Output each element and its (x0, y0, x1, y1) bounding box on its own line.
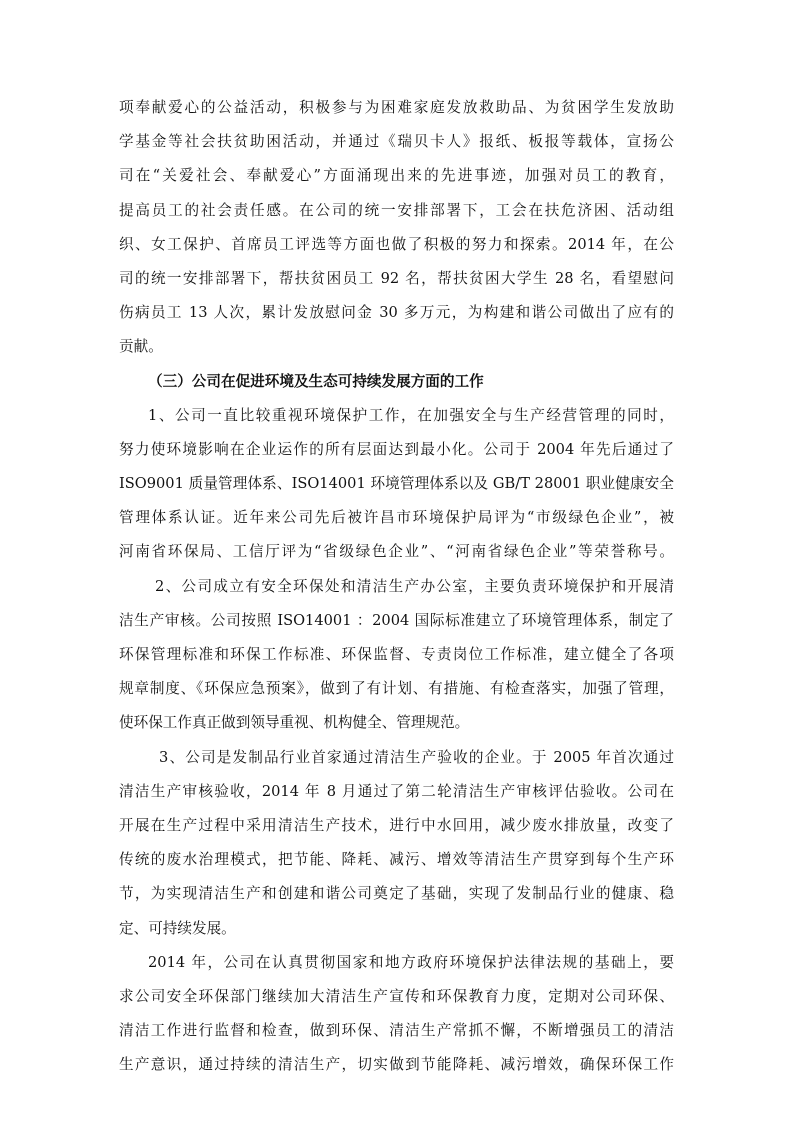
text-line: 求公司安全环保部门继续加大清洁生产宣传和环保教育力度，定期对公司环保、 (119, 987, 674, 1005)
text-line: 生产意识，通过持续的清洁生产，切实做到节能降耗、减污增效，确保环保工作 (119, 1056, 674, 1074)
section-heading (119, 365, 674, 399)
text-line: 2、公司成立有安全环保处和清洁生产办公室，主要负责环境保护和开展清 (155, 577, 674, 595)
text-line: 提高员工的社会责任感。在公司的统一安排部署下，工会在扶危济困、活动组 (119, 201, 674, 219)
paragraph-environment-item-2 (119, 570, 674, 741)
document-page (119, 91, 674, 1082)
text-line: 努力使环境影响在企业运作的所有层面达到最小化。公司于 2004 年先后通过了 (119, 440, 674, 458)
text-line: 1、公司一直比较重视环境保护工作，在加强安全与生产经营管理的同时， (148, 406, 674, 424)
text-line: 司的统一安排部署下，帮扶贫困员工 92 名，帮扶贫困大学生 28 名，看望慰问 (119, 269, 674, 287)
text-line: 洁生产审核。公司按照 ISO14001 ：2004 国际标准建立了环境管理体系，制定了 (119, 611, 674, 629)
text-line: 伤病员工 13 人次，累计发放慰问金 30 多万元，为构建和谐公司做出了应有的 (119, 304, 674, 322)
text-line: 河南省环保局、工信厅评为“省级绿色企业”、“河南省绿色企业”等荣誉称号。 (119, 543, 674, 561)
text-line: 开展在生产过程中采用清洁生产技术，进行中水回用，减少废水排放量，改变了 (119, 816, 674, 834)
paragraph-community-welfare (119, 91, 674, 365)
paragraph-environment-item-3 (119, 741, 674, 946)
text-line: 清洁工作进行监督和检查，做到环保、清洁生产常抓不懈，不断增强员工的清洁 (119, 1022, 674, 1040)
text-line: 织、女工保护、首席员工评选等方面也做了积极的努力和探索。2014 年，在公 (119, 235, 674, 253)
text-line: 环保管理标准和环保工作标准、环保监督、专责岗位工作标准，建立健全了各项 (119, 646, 674, 663)
text-line: 定、可持续发展。 (119, 919, 236, 937)
text-line: 项奉献爱心的公益活动，积极参与为困难家庭发放救助品、为贫困学生发放助 (119, 99, 674, 116)
section-heading-text: （三）公司在促进环境及生态可持续发展方面的工作 (148, 372, 484, 390)
text-line: 学基金等社会扶贫助困活动，并通过《瑞贝卡人》报纸、板报等载体，宣扬公 (119, 133, 674, 151)
text-line: 管理体系认证。近年来公司先后被许昌市环境保护局评为“市级绿色企业”，被 (119, 509, 674, 527)
paragraph-environment-item-1 (119, 399, 674, 570)
text-line: 2014 年，公司在认真贯彻国家和地方政府环境保护法律法规的基础上，要 (148, 953, 674, 971)
text-line: 清洁生产审核验收，2014 年 8 月通过了第二轮清洁生产审核评估验收。公司在 (119, 782, 674, 800)
text-line: ISO9001 质量管理体系、ISO14001 环境管理体系以及 GB/T 28001 职业健康安全 (119, 475, 674, 493)
text-line: 贡献。 (119, 338, 163, 356)
text-line: 节，为实现清洁生产和创建和谐公司奠定了基础，实现了发制品行业的健康、稳 (119, 885, 674, 903)
text-line: 规章制度、《环保应急预案》，做到了有计划、有措施、有检查落实，加强了管理， (119, 680, 674, 698)
text-line: 传统的废水治理模式，把节能、降耗、减污、增效等清洁生产贯穿到每个生产环 (119, 851, 674, 869)
paragraph-2014-summary (119, 946, 674, 1083)
text-line: 使环保工作真正做到领导重视、机构健全、管理规范。 (119, 714, 470, 732)
text-line: 司在“关爱社会、奉献爱心”方面涌现出来的先进事迹，加强对员工的教育， (119, 167, 674, 185)
text-line: 3、公司是发制品行业首家通过清洁生产验收的企业。于 2005 年首次通过 (159, 748, 674, 766)
